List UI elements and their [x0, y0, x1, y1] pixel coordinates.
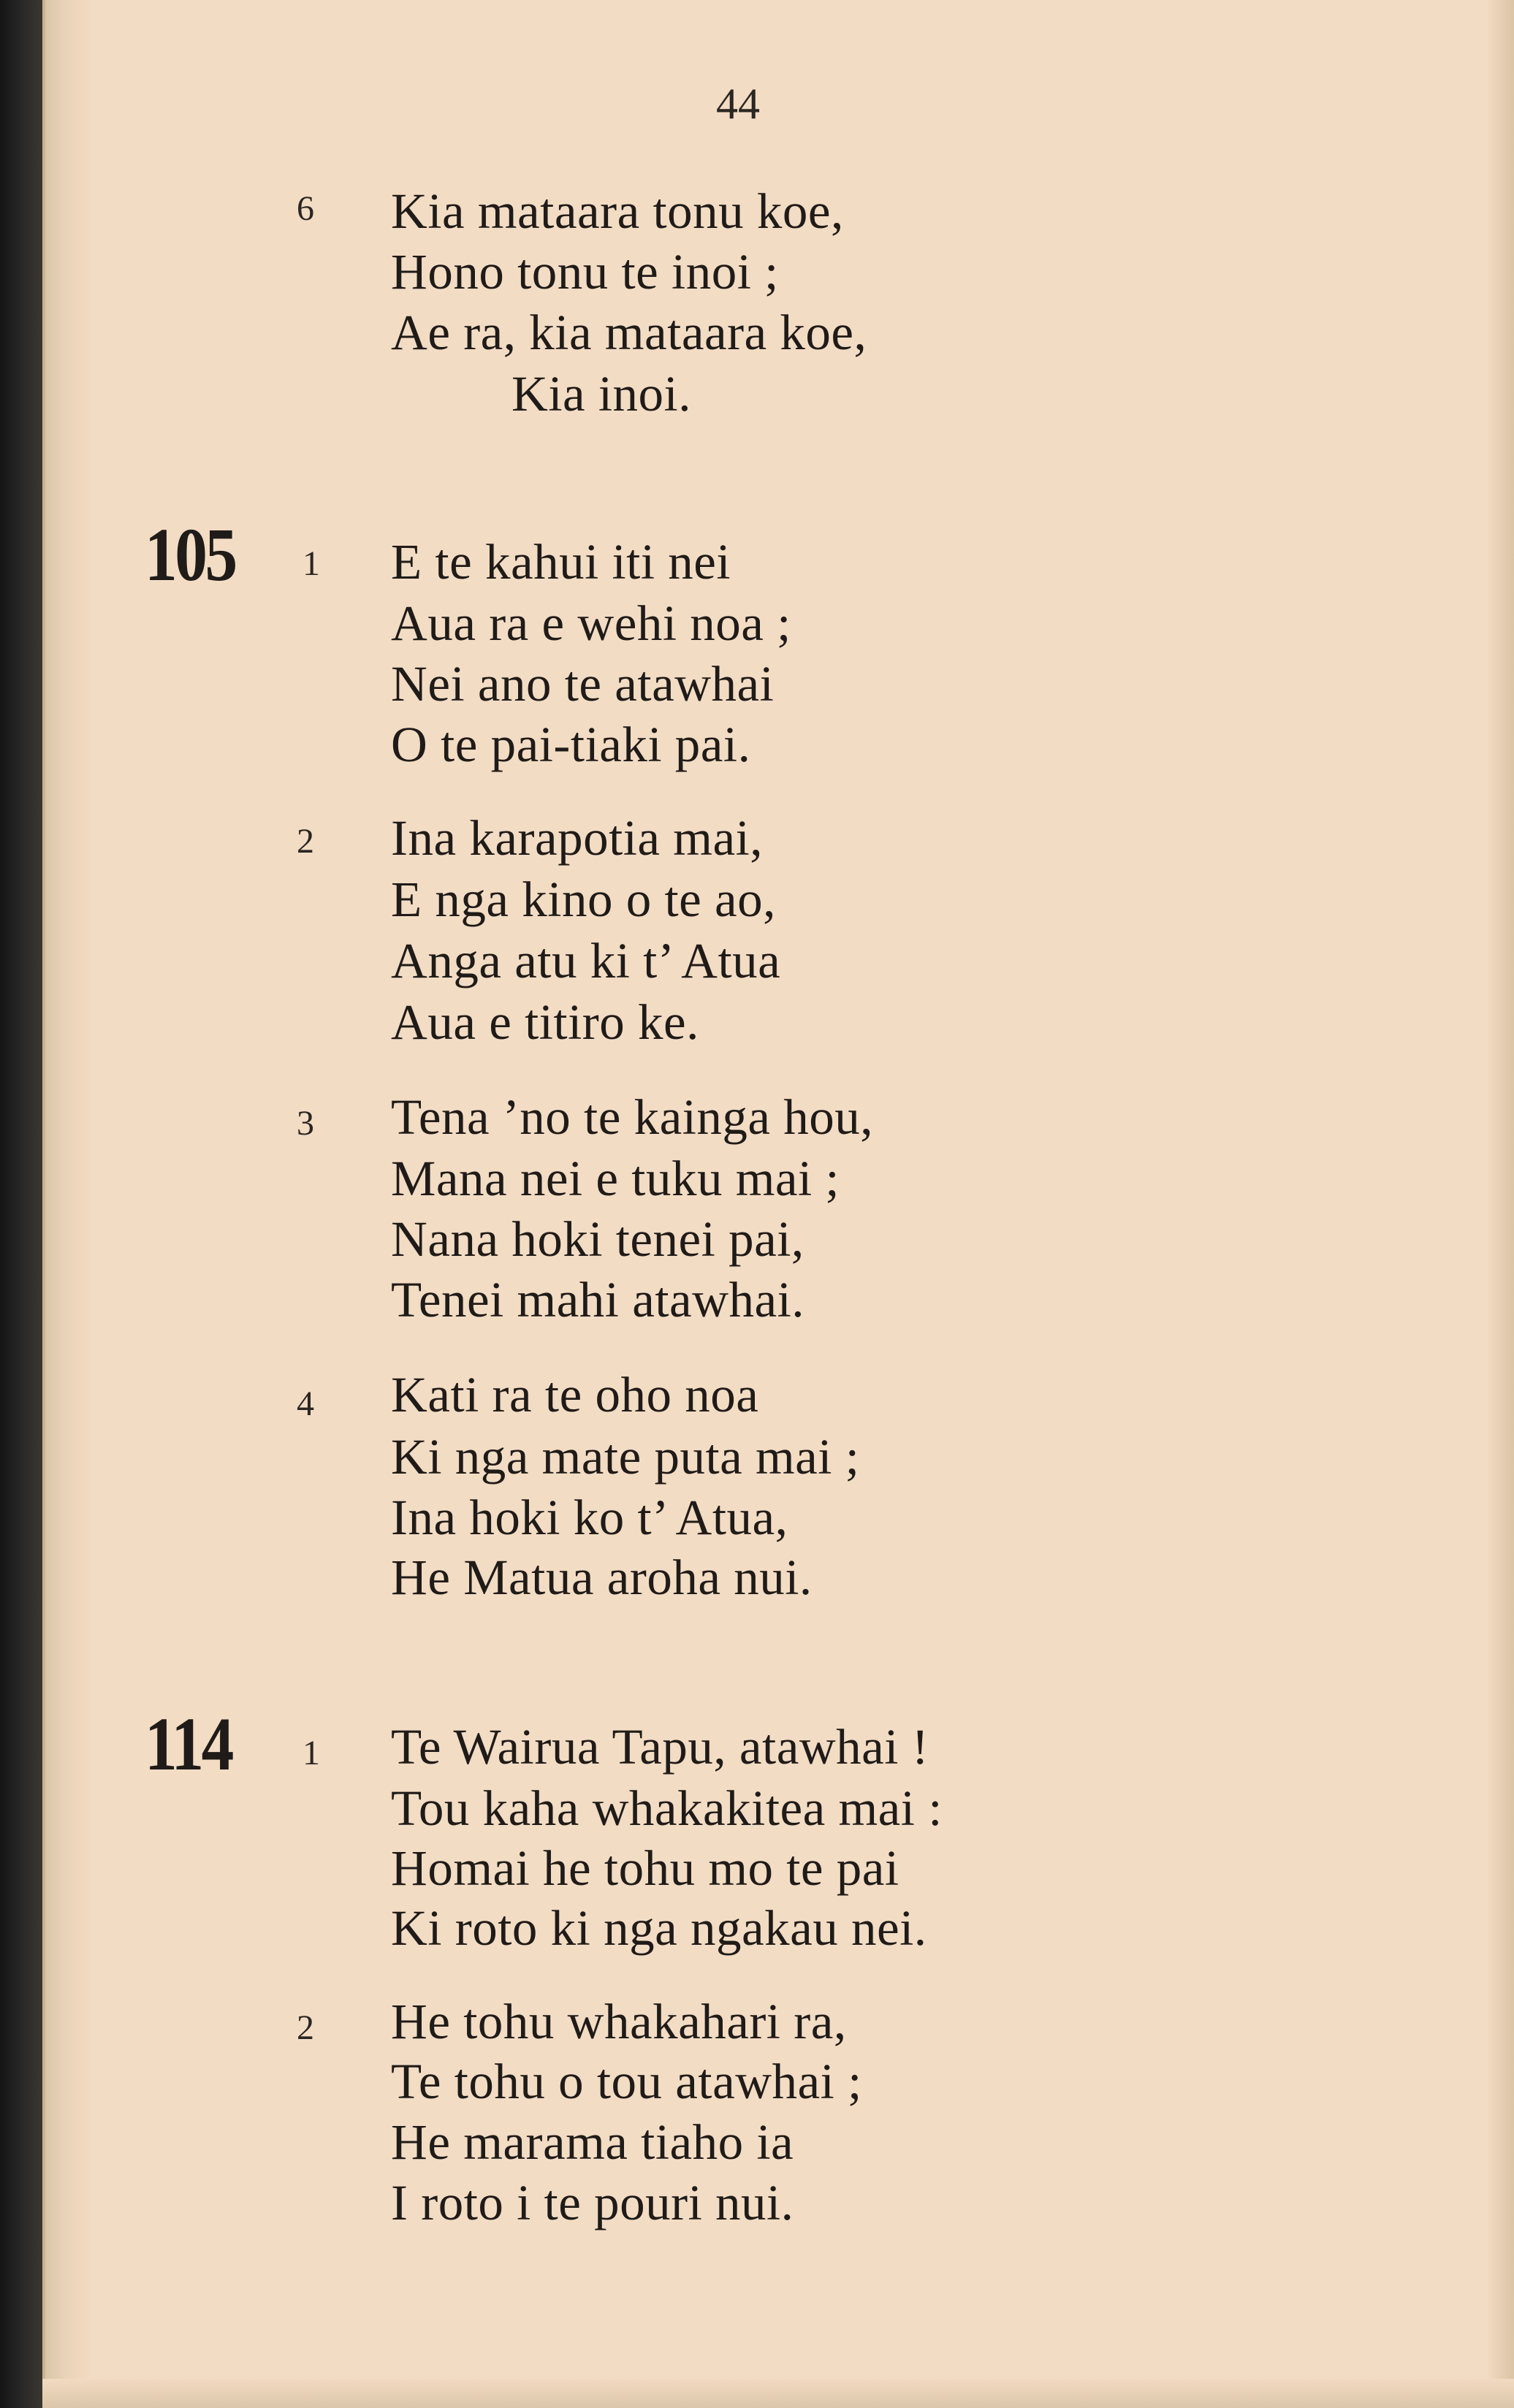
verse-line: E nga kino o te ao,	[391, 872, 776, 927]
verse-line: Hono tonu te inoi ;	[391, 244, 779, 300]
book-spine	[0, 0, 42, 2408]
hymn-number: 105	[145, 513, 235, 597]
verse-line: Kia mataara tonu koe,	[391, 183, 844, 239]
page-gutter	[42, 0, 89, 2408]
verse-number: 1	[303, 1734, 320, 1772]
verse-line: Aua ra e wehi noa ;	[391, 595, 791, 651]
hymn-number: 114	[145, 1702, 232, 1786]
verse-line: Tou kaha whakakitea mai :	[391, 1780, 943, 1836]
verse-number: 3	[297, 1104, 314, 1143]
verse-line: O te pai-tiaki pai.	[391, 717, 751, 772]
verse-line: He Matua aroha nui.	[391, 1550, 813, 1605]
verse-line: Tena ’no te kainga hou,	[391, 1089, 874, 1145]
verse-line: Anga atu ki t’ Atua	[391, 933, 781, 988]
verse-line: Ki roto ki nga ngakau nei.	[391, 1900, 927, 1956]
verse-line: Kia inoi.	[511, 366, 691, 422]
verse-number: 1	[303, 544, 320, 583]
verse-line: Ki nga mate puta mai ;	[391, 1429, 860, 1485]
verse-number: 6	[297, 189, 314, 228]
page-bottom-edge	[42, 2379, 1514, 2408]
page-number: 44	[716, 80, 760, 128]
verse-line: Ina hoki ko t’ Atua,	[391, 1490, 788, 1545]
verse-line: Ae ra, kia mataara koe,	[391, 305, 867, 360]
verse-line: Mana nei e tuku mai ;	[391, 1151, 840, 1206]
page-edge	[1488, 0, 1514, 2408]
verse-line: He marama tiaho ia	[391, 2114, 794, 2170]
verse-number: 2	[297, 822, 314, 861]
verse-line: I roto i te pouri nui.	[391, 2175, 794, 2230]
verse-line: Tenei mahi atawhai.	[391, 1272, 805, 1327]
verse-line: Aua e titiro ke.	[391, 994, 699, 1050]
verse-line: Kati ra te oho noa	[391, 1367, 759, 1422]
verse-line: He tohu whakahari ra,	[391, 1994, 847, 2049]
verse-number: 4	[297, 1384, 314, 1423]
verse-line: E te kahui iti nei	[391, 534, 731, 590]
verse-number: 2	[297, 2008, 314, 2047]
verse-line: Nei ano te atawhai	[391, 656, 775, 712]
verse-line: Homai he tohu mo te pai	[391, 1840, 899, 1896]
verse-line: Ina karapotia mai,	[391, 810, 764, 866]
verse-line: Nana hoki tenei pai,	[391, 1211, 804, 1267]
verse-line: Te tohu o tou atawhai ;	[391, 2054, 862, 2109]
verse-line: Te Wairua Tapu, atawhai !	[391, 1719, 929, 1775]
